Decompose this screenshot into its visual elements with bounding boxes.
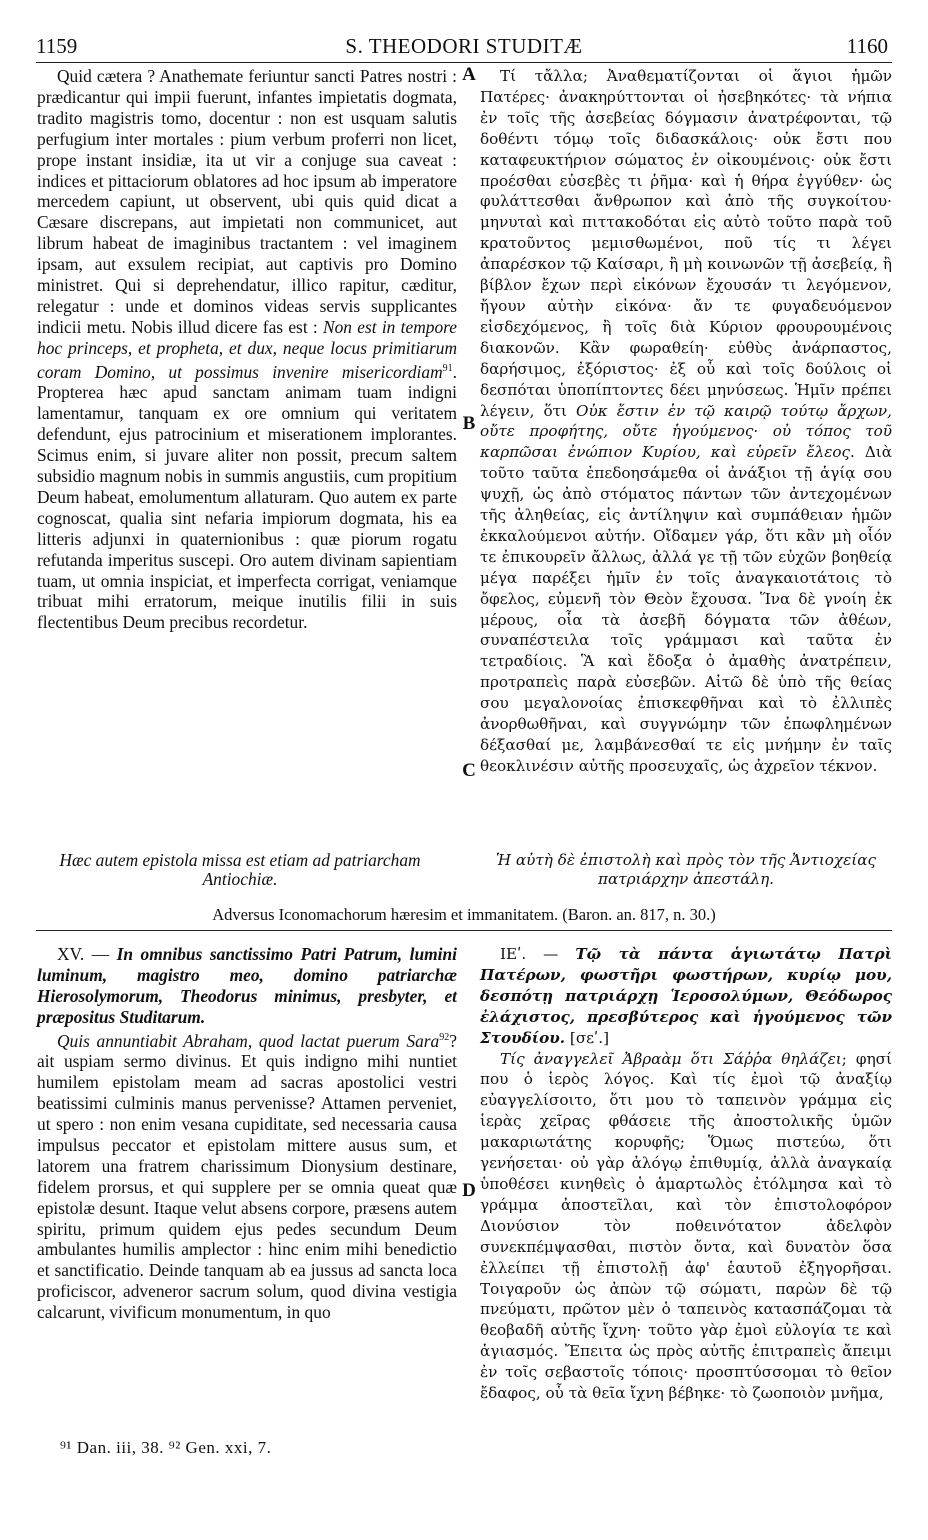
footnote-ref: 92 bbox=[439, 1031, 450, 1043]
latin-subscript: Hæc autem epistola missa est etiam ad patriarcham Antiochiæ. bbox=[59, 850, 421, 889]
greek-scripture-quote: Οὐκ ἔστιν ἐν τῷ καιρῷ τούτῳ ἄρχων, οὔτε προφήτης, οὔτε ἡγούμενος· οὐ τόπος τοῦ καρπῶσαι ἐνώπιον Κυρίου, καὶ εὑρεῖν ἔλεος bbox=[480, 401, 892, 462]
greek-letter-heading: ΙΕʹ. — Τῷ τὰ πάντα ἁγιωτάτῳ Πατρὶ Πατέρων, φωστῆρι φωστήρων, κυρίῳ μου, δεσπότῃ πατριάρχῃ Ἱεροσολύμων, Θεόδωρος ἐλάχιστος, πρεσβύτερος καὶ ἡγούμενος τῶν Στουδίου. [σεʹ.] bbox=[480, 945, 892, 1047]
latin-text: ? ait uspiam sermo divinus. Et quis indigno mihi nuntiet humilem epistolam meam ad sacras apostolici vestri beatissimi culminis manus pervenisse? Attamen perveniet, ut spero : non enim vesana cupiditate, sed necessaria causa impulsus peccator et epistolam mittere ausus sum, et latorem una fratrem charissimum Dionysium destinare, fidelem prorsus, et qui supplere per se omnia queat quæ epistolæ desunt. Itaque velut absens corpore, præsens autem spiritu, primum quidem ejus pedes secundum Deum ambulantes humilis amplector : hinc enim mihi benedictio et sanctificatio. Deinde tanquam ab ea jussus ad sancta loca proficiscor, adveneror sacrum solum, quod divina vestigia calcarunt, vivificum monumentum, in quo bbox=[37, 1030, 457, 1323]
letter-address: In omnibus sanctissimo Patri Patrum, lumini luminum, magistro meo, domino patriarchæ Hierosolymorum, Theodorus minimus, presbyter, et præpositus Studitarum. bbox=[37, 944, 457, 1027]
margin-letter-a: A bbox=[462, 64, 476, 85]
section-note: Adversus Iconomachorum hæresim et immanitatem. (Baron. an. 817, n. 30.) bbox=[212, 905, 716, 924]
latin-letter-heading: XV. — In omnibus sanctissimo Patri Patrum, lumini luminum, magistro meo, domino patriarchæ Hierosolymorum, Theodorus minimus, presbyter, et præpositus Studitarum. bbox=[37, 944, 457, 1027]
letter-number: XV. bbox=[57, 944, 85, 964]
latin-paragraph bbox=[37, 1028, 457, 1323]
margin-letter-b: B bbox=[462, 413, 476, 434]
latin-scripture-quote: Quis annuntiabit Abraham, quod lactat puerum Sara bbox=[57, 1030, 440, 1051]
margin-letter-d: D bbox=[462, 1180, 476, 1201]
greek-scripture-quote: Τίς ἀναγγελεῖ Ἀβραὰμ ὅτι Σάῤῥα θηλάζει bbox=[500, 1049, 842, 1068]
greek-text: Τί τἄλλα; Ἀναθεματίζονται οἱ ἅγιοι ἡμῶν Πατέρες· ἀνακηρύττονται οἱ ἠσεβηκότες· τὰ νήπια ἐν τοῖς τῆς ἀσεβείας δόγμασιν ἀνατρέφονται, τῷ δοθέντι τόμῳ τοῖς διδασκάλοις· οὐκ ἔστι που καταφευκτήριον σώματος ἐν οἰκουμένοις· οὐκ ἔστι προέσθαι εὐσεβὲς τι ῥῆμα· καὶ ἡ θήρα ἐγγύθεν· ὡς φυλάττεσθαι ἄνθρωπον καὶ ἀπὸ τῆς συγκοίτου· μηνυταὶ καὶ πιττακοδόται εἰς αὐτὸ τοῦτο παρὰ τοῦ κρατοῦντος μεμισθωμένοι, ποῦ τίς τι λέγει ἀπαρέσκον τῷ Καίσαρι, ἢ μὴ κοινωνῶν τῇ ἀσεβείᾳ, ἢ βίβλον ἔχων περὶ εἰκόνων ἔχουσάν τι λεγόμενον, ἤγουν αὐτὴν εἰκόνα· ἄν τε φυγαδευόμενον εἰσδεχόμενος, ἢ τοῖς διὰ Κύριον φρουρουμένοις διακονῶν. Κἂν φωραθείη· εὐθὺς ἀνάρπαστος, δαρήσιμος, ἐξόριστος· ἐξ οὗ καὶ τοῖς δούλοις οἱ δεσπόται ὑποπίπτοντες δέει μηνύσεως. Ἡμῖν πρέπει λέγειν, ὅτι bbox=[480, 67, 892, 420]
footnote-ref: 91 bbox=[442, 362, 453, 374]
letter-tag: [σεʹ.] bbox=[569, 1028, 610, 1047]
greek-column-top bbox=[480, 66, 892, 777]
greek-column-bottom bbox=[480, 944, 892, 1404]
latin-column-bottom bbox=[37, 944, 457, 1323]
latin-scripture-quote: Non est in tempore hoc princeps, et propheta, et dux, neque locus primitiarum coram Domino, ut possimus invenire misericordiam bbox=[37, 316, 457, 382]
running-title: S. THEODORI STUDITÆ bbox=[345, 34, 583, 58]
header-rule bbox=[36, 62, 892, 63]
greek-text: ; φησί που ὁ ἱερὸς λόγος. Καὶ τίς ἐμοὶ τῷ ἀναξίῳ εὐαγγελίσοιτο, ὅτι μου τὸ ταπεινὸν γράμμα εἰς ἱερὰς χεῖρας φθάσειε τῆς ἀποστολικῆς ὑμῶν μακαριωτάτης κορυφῆς; Ὅμως πιστεύω, ὅτι γενήσεται· οὐ γὰρ ἀλόγῳ ἐπιθυμίᾳ, ἀλλὰ ἀναγκαίᾳ ὑποθέσει κινηθεὶς ὁ ἁμαρτωλὸς ἐτόλμησα καὶ τὸ γράμμα ἀποστεῖλαι, καὶ τὸν ἐπιστολοφόρον Διονύσιον τὸν ποθεινότατον ἀδελφὸν συνεκπέμψασθαι, πιστὸν ὄντα, καὶ δυνατὸν ὅσα ἐλλείπει τῇ ἐπιστολῇ ἀφ' ἑαυτοῦ ἐξηγορῆσαι. Τοιγαροῦν ὡς ἀπὼν τῷ σώματι, παρὼν δὲ τῷ πνεύματι, πρῶτον μὲν ὁ ταπεινὸς κατασπάζομαι τὰ θεοβαδῆ αὐτῆς ἴχνη· τοῦτο γὰρ ἐμοὶ εὐλογία τε καὶ ἁγιασμός. Ἔπειτα ὡς πρὸς αὐτῆς ἐπιτραπεὶς ἄπειμι ἐν τοῖς σεβαστοῖς τόποις· προσπτύσσομαι τὸ θεῖον ἔδαφος, οὗ τὰ θεῖα ἴχνη βέβηκε· τὸ ζωοποιὸν μνῆμα, bbox=[480, 1049, 892, 1403]
latin-text: . Propterea hæc apud sanctam animam tuam indigni lamentamur, tanquam ex ore omnium qui veritatem defendunt, ejus patrocinium et miserationem implorantes. Scimus enim, si juvare aliter non possit, precum saltem subsidio magnum nobis in summis angustiis, cum propitium Deum habeat, emolumentum allaturam. Quo autem ex parte cognoscat, qualia sint nefaria impiorum dogmata, his ea litteris adjunxi in quaternionibus : quæ piorum rogatu refutanda imperitus suscepi. Oro autem divinam sapientiam tuam, ut omnia inspiciat, et imperfecta corrigat, veniamque tribuat mihi erratorum, meique inutilis filii in suis flectentibus Deum precibus recordetur. bbox=[37, 361, 457, 633]
latin-paragraph bbox=[37, 66, 457, 633]
greek-paragraph bbox=[480, 1049, 892, 1404]
letter-number: ΙΕʹ. bbox=[500, 945, 527, 963]
page-number-left: 1159 bbox=[36, 34, 78, 58]
margin-letter-c: C bbox=[462, 760, 476, 781]
latin-text: Quid cætera ? Anathemate feriuntur sancti Patres nostri : prædicantur qui impii fuerunt, infantes impietatis dogmata, tradito magistris tomo, docentur : non est usquam salutis perfugium inter mortales : pium verbum proferri non licet, prope instant insidiæ, ita ut vir a conjuge sua caveat : indices et pittaciorum oblatores ad hoc ipsum ab imperatore mercedem capiunt, ut observent, ubi quis quid dicat a Cæsare discrepans, aut impietati non communicet, aut librum habeat de imaginibus tractantem : vel imaginem ipsam, aut exsulem recipiat, aut captivis pro Domino ministret. Qui si deprehendatur, illico rapitur, cæditur, relegatur : unde et dominos videas servis supplicantes indicii metu. Nobis illud dicere fas est : bbox=[37, 66, 457, 337]
greek-paragraph bbox=[480, 66, 892, 777]
greek-text: . Διὰ τοῦτο ταῦτα ἐπεδοησάμεθα οἱ ἀνάξιοι τῇ ἁγίᾳ σου ψυχῇ, ὡς ἀπὸ στόματος πάντων τῶν ἀντεχομένων τῆς ἀληθείας, εἰς ἀντίληψιν καὶ συμπάθειαν ἡμῶν ἐκκαλούμενοι αὐτήν. Οἴδαμεν γάρ, ὅτι κἂν μὴ οἷόν τε ἐπικουρεῖν ἄλλως, ἀλλά γε τῇ τῶν εὐχῶν βοηθείᾳ μέγα παρέξει ἡμῖν ἐν τοῖς ἀναγκαιοτάτοις τὸ ὄφελος, εὐμενῆ τὸν Θεὸν ἔχουσα. Ἵνα δὲ γνοίη ἐκ μέρους, οἷα τὰ ἀσεβῆ δόγματα τῶν ἀθέων, συναπέστειλα τοῖς γράμμασι καὶ ταῦτα ἐν τετραδίοις. Ἃ καὶ ἔδοξα ὁ ἀμαθὴς ἀνατρέπειν, προτραπεὶς παρὰ εὐσεβῶν. Αἰτῶ δὲ ὑπὸ τῆς θείας σου μεγαλονοίας ἐπισκεφθῆναι καὶ τὸ ἐλλιπὲς ἀνορθωθῆναι, καὶ συγγνώμην τῶν ἐπωφλημένων δέξασθαί με, λαμβάνεσθαί τε εἰς μνήμην ἐν ταῖς θεοκλινέσιν αὐτῆς προσευχαῖς, ὡς ἀχρεῖον τέκνον. bbox=[480, 443, 892, 775]
footnotes: ⁹¹ Dan. iii, 38. ⁹² Gen. xxi, 7. bbox=[60, 1438, 272, 1457]
section-rule bbox=[36, 930, 892, 931]
latin-column-top bbox=[37, 66, 457, 633]
page-number-right: 1160 bbox=[846, 34, 888, 58]
greek-subscript: Ἡ αὐτὴ δὲ ἐπιστολὴ καὶ πρὸς τὸν τῆς Ἀντιοχείας πατριάρχην ἀπεστάλη. bbox=[496, 851, 876, 888]
letter-address: Τῷ τὰ πάντα ἁγιωτάτῳ Πατρὶ Πατέρων, φωστῆρι φωστήρων, κυρίῳ μου, δεσπότῃ πατριάρχῃ Ἱεροσολύμων, Θεόδωρος ἐλάχιστος, πρεσβύτερος καὶ ἡγούμενος τῶν Στουδίου. bbox=[480, 945, 892, 1047]
